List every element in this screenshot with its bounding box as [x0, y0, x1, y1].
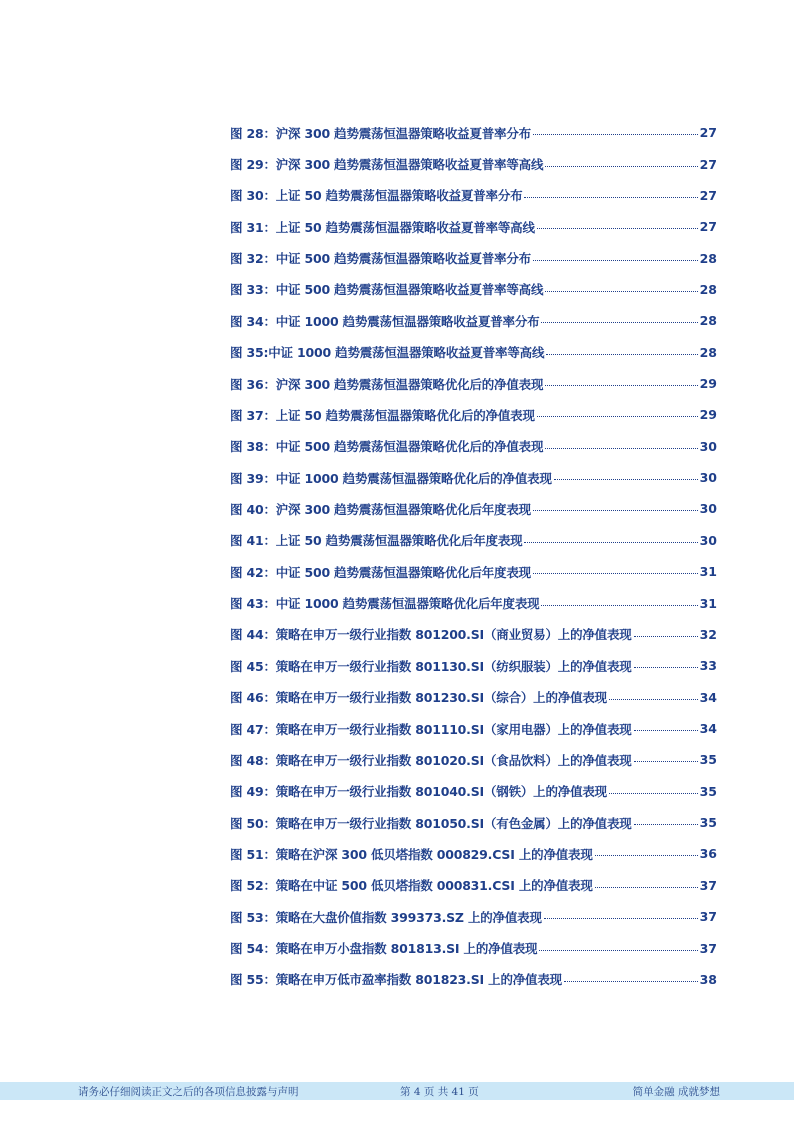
toc-entry-label: 图 39：中证 1000 趋势震荡恒温器策略优化后的净值表现	[230, 470, 552, 486]
toc-dot-leader	[533, 510, 698, 511]
toc-entry[interactable]	[230, 525, 717, 556]
toc-entry-page: 31	[699, 564, 717, 580]
toc-entry[interactable]	[230, 556, 717, 587]
toc-entry-page: 37	[699, 940, 717, 956]
toc-entry-page: 28	[699, 313, 717, 329]
toc-dot-leader	[537, 416, 698, 417]
toc-entry-label: 图 45：策略在申万一级行业指数 801130.SI（纺织服装）上的净值表现	[230, 658, 632, 674]
toc-dot-leader	[541, 322, 697, 323]
toc-dot-leader	[634, 667, 698, 668]
toc-entry-label: 图 43：中证 1000 趋势震荡恒温器策略优化后年度表现	[230, 596, 540, 612]
toc-entry[interactable]	[230, 681, 717, 712]
table-of-figures	[230, 117, 717, 995]
toc-entry[interactable]	[230, 337, 717, 368]
toc-entry[interactable]	[230, 305, 717, 336]
toc-entry-page: 38	[699, 971, 717, 987]
footer-disclaimer: 请务必仔细阅读正文之后的各项信息披露与声明	[78, 1086, 299, 1098]
toc-dot-leader	[545, 166, 697, 167]
toc-dot-leader	[609, 699, 698, 700]
toc-entry[interactable]	[230, 148, 717, 179]
toc-entry-page: 37	[699, 909, 717, 925]
toc-entry[interactable]	[230, 368, 717, 399]
toc-entry-label: 图 51：策略在沪深 300 低贝塔指数 000829.CSI 上的净值表现	[230, 846, 593, 862]
toc-entry-page: 33	[699, 658, 717, 674]
toc-entry-page: 27	[699, 219, 717, 235]
toc-entry[interactable]	[230, 242, 717, 273]
toc-dot-leader	[554, 479, 698, 480]
toc-entry[interactable]	[230, 713, 717, 744]
toc-dot-leader	[533, 260, 698, 261]
toc-entry[interactable]	[230, 619, 717, 650]
footer-page-number: 第 4 页 共 41 页	[400, 1086, 479, 1098]
toc-entry[interactable]	[230, 932, 717, 963]
toc-dot-leader	[545, 291, 697, 292]
toc-entry[interactable]	[230, 493, 717, 524]
toc-entry-label: 图 53：策略在大盘价值指数 399373.SZ 上的净值表现	[230, 909, 542, 925]
toc-entry-page: 31	[699, 595, 717, 611]
toc-entry[interactable]	[230, 587, 717, 618]
toc-entry-page: 28	[699, 250, 717, 266]
toc-entry-page: 29	[699, 407, 717, 423]
toc-entry[interactable]	[230, 399, 717, 430]
toc-dot-leader	[634, 761, 698, 762]
toc-entry-page: 37	[699, 877, 717, 893]
toc-dot-leader	[524, 542, 697, 543]
toc-entry-label: 图 54：策略在申万小盘指数 801813.SI 上的净值表现	[230, 941, 538, 957]
toc-entry[interactable]	[230, 211, 717, 242]
toc-entry-page: 30	[699, 532, 717, 548]
toc-entry-page: 34	[699, 721, 717, 736]
toc-dot-leader	[634, 730, 698, 731]
toc-entry-label: 图 46：策略在申万一级行业指数 801230.SI（综合）上的净值表现	[230, 690, 607, 706]
toc-dot-leader	[544, 918, 698, 919]
toc-entry-label: 图 36：沪深 300 趋势震荡恒温器策略优化后的净值表现	[230, 376, 544, 392]
toc-dot-leader	[545, 385, 697, 386]
toc-entry-label: 图 52：策略在中证 500 低贝塔指数 000831.CSI 上的净值表现	[230, 878, 593, 894]
toc-entry-page: 27	[699, 125, 717, 141]
toc-entry-page: 27	[699, 187, 717, 203]
toc-entry[interactable]	[230, 776, 717, 807]
toc-entry-label: 图 38：中证 500 趋势震荡恒温器策略优化后的净值表现	[230, 439, 544, 455]
toc-entry-label: 图 29：沪深 300 趋势震荡恒温器策略收益夏普率等高线	[230, 157, 544, 173]
footer-slogan: 简单金融 成就梦想	[632, 1086, 720, 1098]
toc-entry-page: 34	[699, 689, 717, 705]
toc-entry-label: 图 28：沪深 300 趋势震荡恒温器策略收益夏普率分布	[230, 125, 531, 141]
toc-entry-page: 29	[699, 376, 717, 392]
toc-dot-leader	[537, 228, 698, 229]
toc-entry[interactable]	[230, 650, 717, 681]
toc-entry-page: 27	[699, 156, 717, 172]
toc-dot-leader	[546, 354, 697, 355]
toc-entry-label: 图 44：策略在申万一级行业指数 801200.SI（商业贸易）上的净值表现	[230, 627, 632, 643]
toc-dot-leader	[541, 605, 697, 606]
toc-entry-label: 图 47：策略在申万一级行业指数 801110.SI（家用电器）上的净值表现	[230, 721, 632, 737]
toc-dot-leader	[564, 981, 698, 982]
toc-entry-page: 28	[699, 344, 717, 360]
toc-entry[interactable]	[230, 274, 717, 305]
toc-entry[interactable]	[230, 964, 717, 995]
toc-dot-leader	[545, 448, 697, 449]
toc-entry-page: 35	[699, 783, 717, 799]
toc-entry-label: 图 34：中证 1000 趋势震荡恒温器策略收益夏普率分布	[230, 313, 540, 329]
toc-entry-label: 图 40：沪深 300 趋势震荡恒温器策略优化后年度表现	[230, 501, 531, 517]
toc-entry-page: 36	[699, 846, 717, 862]
toc-dot-leader	[539, 950, 697, 951]
toc-entry[interactable]	[230, 807, 717, 838]
toc-entry-page: 35	[699, 815, 717, 831]
toc-entry-label: 图 49：策略在申万一级行业指数 801040.SI（钢铁）上的净值表现	[230, 784, 607, 800]
toc-entry[interactable]	[230, 870, 717, 901]
toc-entry-label: 图 42：中证 500 趋势震荡恒温器策略优化后年度表现	[230, 564, 531, 580]
toc-dot-leader	[595, 887, 698, 888]
toc-entry-label: 图 32：中证 500 趋势震荡恒温器策略收益夏普率分布	[230, 251, 531, 267]
toc-dot-leader	[524, 197, 697, 198]
toc-entry-label: 图 31：上证 50 趋势震荡恒温器策略收益夏普率等高线	[230, 219, 535, 235]
toc-entry[interactable]	[230, 744, 717, 775]
toc-entry[interactable]	[230, 117, 717, 148]
toc-entry-label: 图 30：上证 50 趋势震荡恒温器策略收益夏普率分布	[230, 188, 523, 204]
toc-entry-label: 图 37：上证 50 趋势震荡恒温器策略优化后的净值表现	[230, 407, 535, 423]
toc-entry-page: 30	[699, 470, 717, 486]
toc-entry-page: 28	[699, 281, 717, 297]
toc-entry[interactable]	[230, 462, 717, 493]
toc-dot-leader	[533, 134, 698, 135]
toc-entry[interactable]	[230, 901, 717, 932]
toc-dot-leader	[634, 636, 698, 637]
toc-entry-label: 图 55：策略在申万低市盈率指数 801823.SI 上的净值表现	[230, 972, 562, 988]
toc-entry[interactable]	[230, 431, 717, 462]
toc-entry-label: 图 50：策略在申万一级行业指数 801050.SI（有色金属）上的净值表现	[230, 815, 632, 831]
toc-entry-label: 图 35:中证 1000 趋势震荡恒温器策略收益夏普率等高线	[230, 345, 545, 361]
toc-dot-leader	[609, 793, 698, 794]
toc-dot-leader	[634, 824, 698, 825]
toc-entry-page: 32	[699, 626, 717, 642]
toc-entry[interactable]	[230, 838, 717, 869]
toc-entry-label: 图 48：策略在申万一级行业指数 801020.SI（食品饮料）上的净值表现	[230, 752, 632, 768]
toc-entry-label: 图 41：上证 50 趋势震荡恒温器策略优化后年度表现	[230, 533, 523, 549]
toc-entry-page: 35	[699, 752, 717, 768]
toc-dot-leader	[533, 573, 698, 574]
toc-entry-page: 30	[699, 501, 717, 517]
toc-entry-label: 图 33：中证 500 趋势震荡恒温器策略收益夏普率等高线	[230, 282, 544, 298]
page-footer	[0, 1082, 794, 1100]
toc-entry[interactable]	[230, 180, 717, 211]
toc-dot-leader	[595, 855, 698, 856]
toc-entry-page: 30	[699, 438, 717, 454]
